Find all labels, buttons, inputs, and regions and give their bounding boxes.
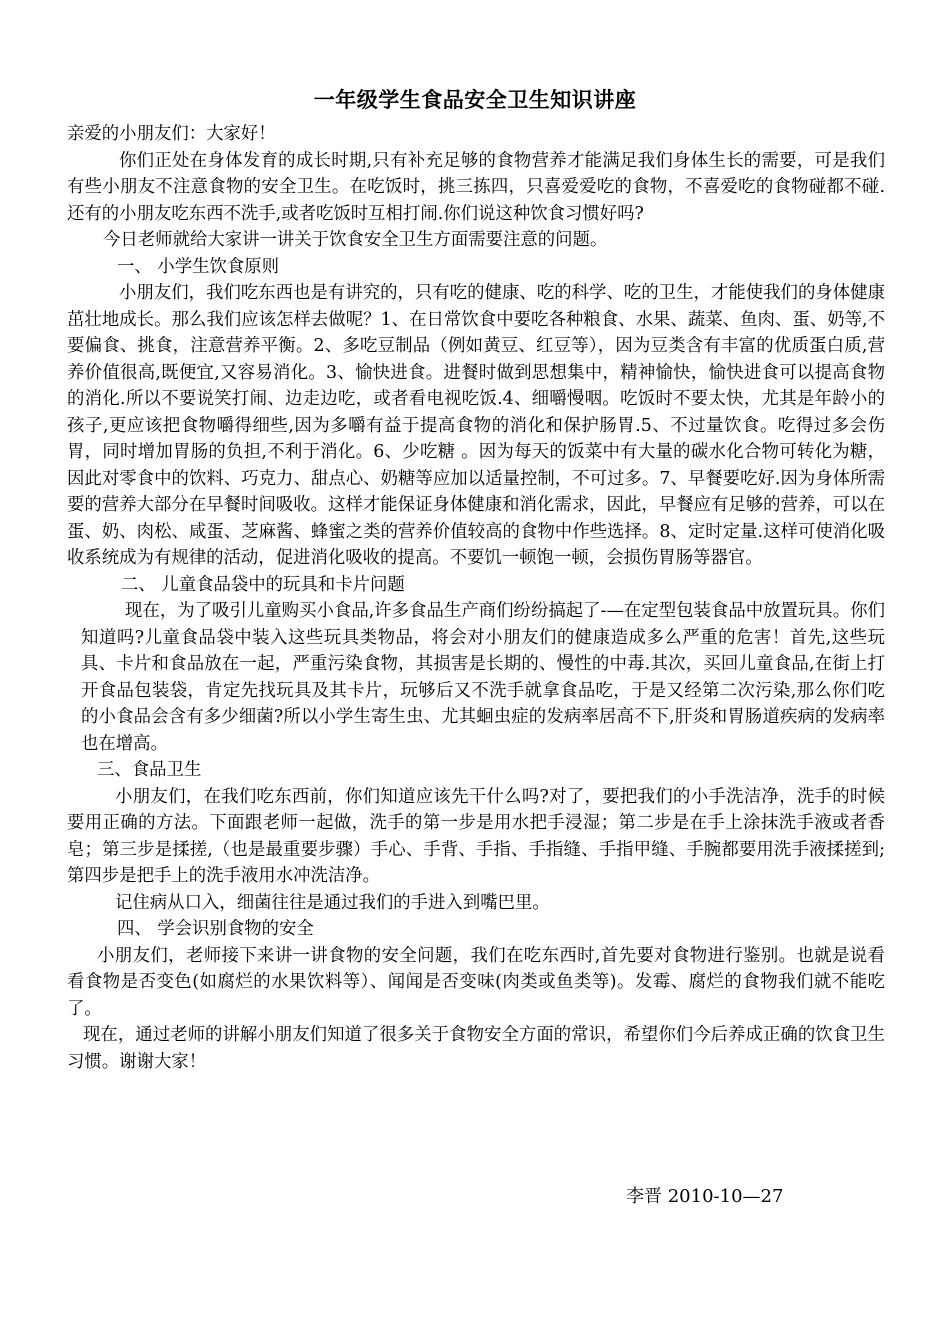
section-paragraph: 小朋友们，在我们吃东西前，你们知道应该先干什么吗?对了，要把我们的小手洗洁净，洗手的时候要用正确的方法。下面跟老师一起做，洗手的第一步是用水把手浸湿；第二步是在手上涂抹洗手液或者香皂；第三步是揉搓,（也是最重要步骤）手心、手背、手指、手指缝、手指甲缝、手腕都要用洗手液揉搓到;第四步是把手上的洗手液用水冲洗洁净。	[67, 786, 885, 886]
greeting: 亲爱的小朋友们：大家好！	[67, 124, 276, 144]
section-heading: 二、 儿童食品袋中的玩具和卡片问题	[121, 574, 405, 595]
section-paragraph: 小朋友们，老师接下来讲一讲食物的安全问题，我们在吃东西时,首先要对食物进行鉴别。也就是说看看食物是否变色(如腐烂的水果饮料等）、闻闻是否变味(肉类或鱼类等)。发霉、腐烂的食物我们就不能吃了。	[67, 945, 885, 1019]
document-title: 一年级学生食品安全卫生知识讲座	[313, 87, 637, 112]
section-heading: 四、 学会识别食物的安全	[117, 919, 314, 939]
section-paragraph: 现在，为了吸引儿童购买小食品,许多食品生产商们纷纷搞起了-—在定型包装食品中放置玩具。你们知道吗?儿童食品袋中装入这些玩具类物品，将会对小朋友们的健康造成多么严重的危害！首先,这些玩具、卡片和食品放在一起，严重污染食物，其损害是长期的、慢性的中毒.其次，买回儿童食品,在街上打开食品包装袋，肯定先找玩具及其卡片，玩够后又不洗手就拿食品吃，于是又经第二次污染,那么你们吃的小食品会含有多少细菌?所以小学生寄生虫、尤其蛔虫症的发病率居高不下,肝炎和胃肠道疾病的发病率也在增高。	[81, 601, 885, 754]
signature: 李晋 2010-10—27	[626, 1186, 784, 1207]
intro-paragraph: 你们正处在身体发育的成长时期,只有补充足够的食物营养才能满足我们身体生长的需要，可是我们有些小朋友不注意食物的安全卫生。在吃饭时，挑三拣四，只喜爱爱吃的食物，不喜爱吃的食物碰都不碰.还有的小朋友吃东西不洗手,或者吃饭时互相打闹.你们说这种饮食习惯好吗?	[67, 150, 885, 224]
section-paragraph: 记住病从口入，细菌往往是通过我们的手进入到嘴巴里。	[115, 892, 550, 913]
section-paragraph: 小朋友们，我们吃东西也是有讲究的，只有吃的健康、吃的科学、吃的卫生，才能使我们的身体健康茁壮地成长。那么我们应该怎样去做呢？1、在日常饮食中要吃各种粮食、水果、蔬菜、鱼肉、蛋、奶等,不要偏食、挑食，注意营养平衡。2、多吃豆制品（例如黄豆、红豆等），因为豆类含有丰富的优质蛋白质,营养价值很高,既便宜,又容易消化。3、愉快进食。进餐时做到思想集中，精神愉快，愉快进食可以提高食物的消化.所以不要说笑打闹、边走边吃，或者看电视吃饭.4、细嚼慢咽。吃饭时不要太快，尤其是年龄小的孩子,更应该把食物嚼得细些,因为多嚼有益于提高食物的消化和保护肠胃.5、不过量饮食。吃得过多会伤胃，同时增加胃肠的负担,不利于消化。6、少吃糖 。因为每天的饭菜中有大量的碳水化合物可转化为糖，因此对零食中的饮料、巧克力、甜点心、奶糖等应加以适量控制，不可过多。7、早餐要吃好.因为身体所需要的营养大部分在早餐时间吸收。这样才能保证身体健康和消化需求，因此，早餐应有足够的营养，可以在蛋、奶、肉松、咸蛋、芝麻酱、蜂蜜之类的营养价值较高的食物中作些选择。8、定时定量.这样可使消化吸收系统成为有规律的活动，促进消化吸收的提高。不要饥一顿饱一顿，会损伤胃肠等器官。	[67, 283, 885, 568]
closing-paragraph: 现在，通过老师的讲解小朋友们知道了很多关于食物安全方面的常识，希望你们今后养成正确的饮食卫生习惯。谢谢大家！	[67, 1025, 885, 1072]
document-body	[67, 121, 885, 1075]
section-heading: 一、 小学生饮食原则	[117, 256, 280, 277]
intro-paragraph: 今日老师就给大家讲一讲关于饮食安全卫生方面需要注意的问题。	[103, 230, 608, 250]
section-heading: 三、食品卫生	[97, 760, 202, 780]
